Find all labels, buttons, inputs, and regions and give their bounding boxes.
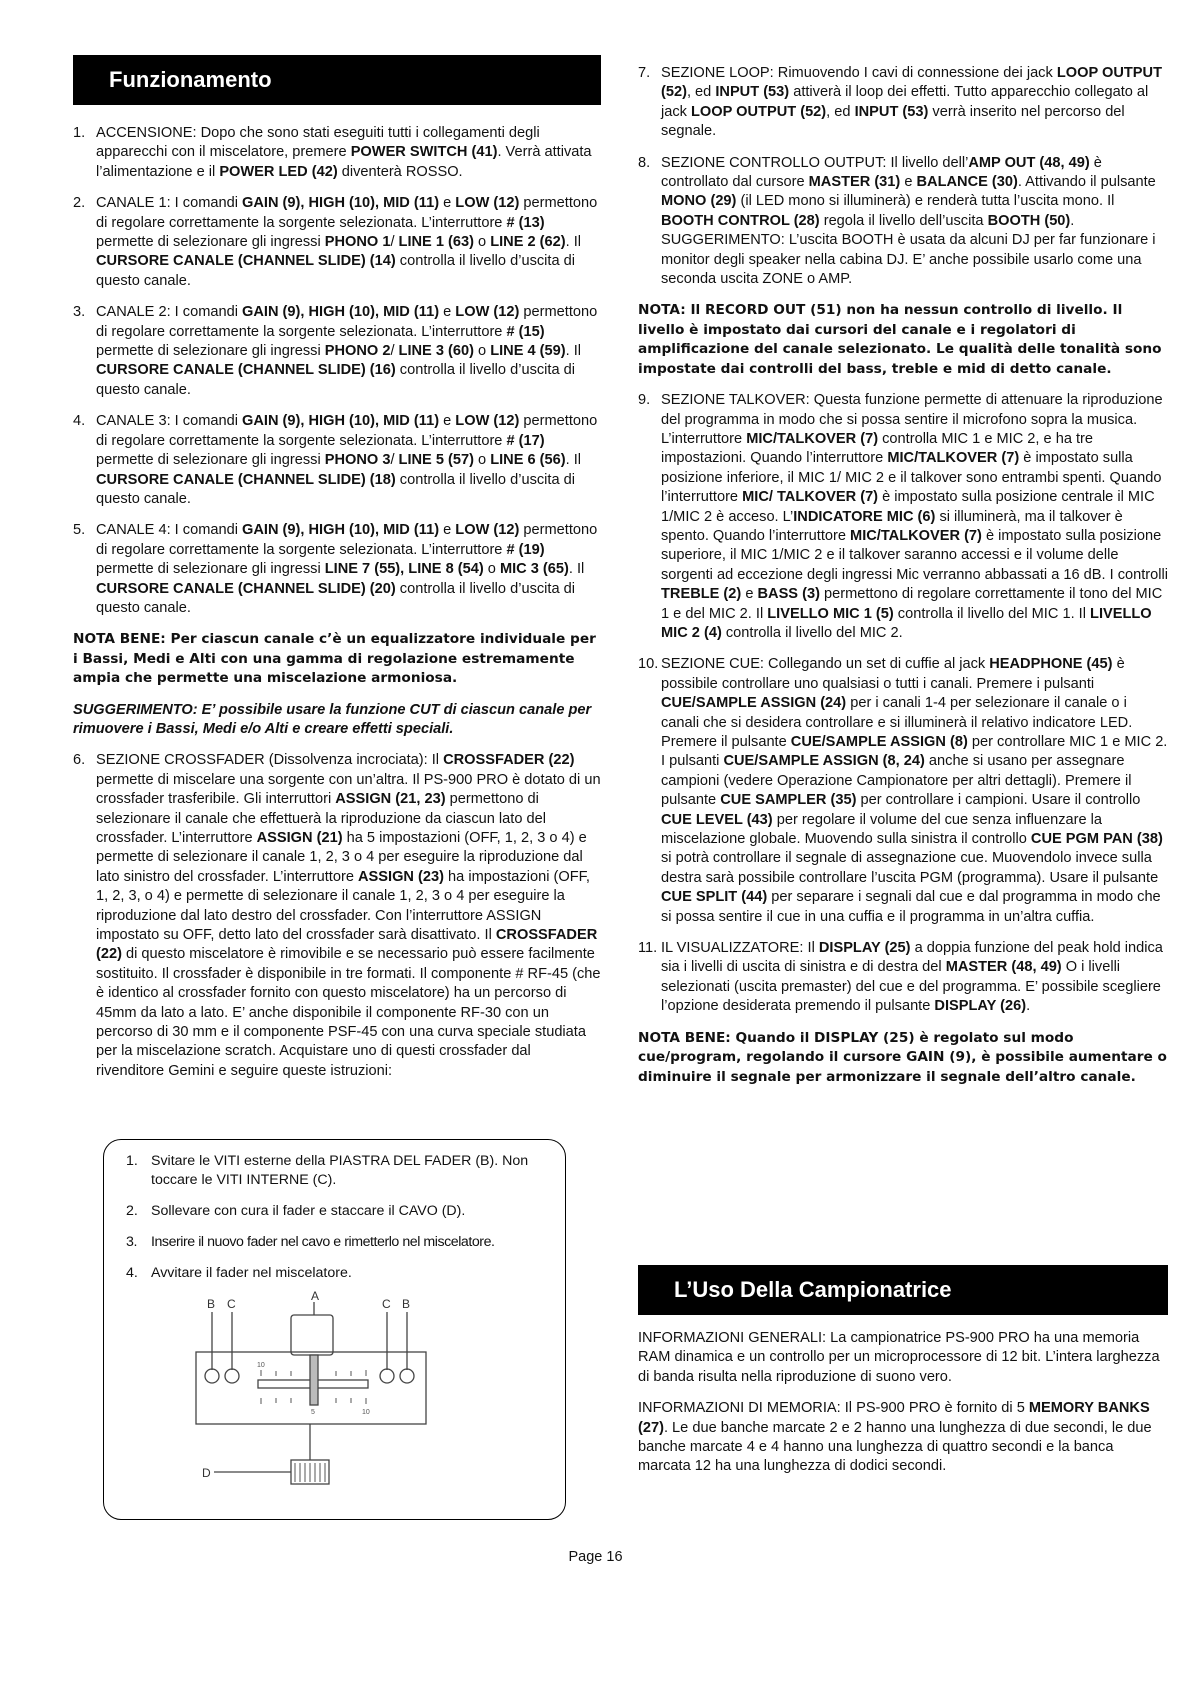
bold-run: # (19) [506,541,545,558]
bold-run: INPUT (53) [854,103,929,120]
bold-run: PHONO 3 [324,452,391,469]
text-run: e [439,195,456,212]
step-number: 2. [126,1203,138,1219]
text-run: regola il livello dell’uscita [819,212,988,229]
text-run: CANALE 1: I comandi [96,195,243,212]
text-run: INFORMAZIONI DI MEMORIA: Il PS-900 PRO è fornito di 5 [638,1400,1029,1417]
item-text [96,752,601,1079]
bold-run: POWER SWITCH (41) [350,144,498,161]
text-run: SEZIONE TALKOVER: Questa funzione permette di attenuare la riproduzione del programma in modo che si possa sentire il microfono sopra la musica. L’interruttore [661,392,1163,447]
nota-record-out: NOTA: Il RECORD OUT (51) non ha nessun controllo di livello. Il livello è impostato dai cursori del canale e i regolatori di amplificazione del canale selezionato. Le qualità delle tonalità sono impostate dai controlli del bass, treble e mid di detto canale. [638,302,1162,377]
bold-run: TREBLE (2) [661,586,742,603]
bold-run: GAIN (9), HIGH (10), MID (11) [242,522,440,539]
bold-run: ASSIGN (23) [358,868,444,885]
bold-run: LINE 5 (57) [398,452,474,469]
sampler-section [638,1265,1168,1489]
fader-step [126,1233,555,1252]
text-run: anche si usano per assegnare campioni (vedere Operazione Campionatore per altri dettagli). Premere il pulsante [661,753,1132,809]
label-a: A [311,1290,320,1303]
text-run: SEZIONE CROSSFADER (Dissolvenza incrociata): Il [96,752,444,769]
bold-run: LOW (12) [455,195,520,212]
info-generali [638,1329,1168,1387]
text-run: diventerà ROSSO. [337,163,463,180]
bold-run: LINE 6 (56) [490,452,566,469]
fader-shaft [310,1355,318,1405]
item-number: 2. [73,195,86,212]
item-text [96,304,597,398]
label-b-right: B [402,1297,411,1311]
item-text [661,65,1162,139]
right-column [638,64,1168,1099]
text-run: permette di selezionare gli ingressi [96,561,325,578]
text-run: attiverà il loop dei effetti. Tutto apparecchio collegato al jack [661,84,1149,120]
text-run: per controllare MIC 1 e MIC 2. I pulsanti [661,734,1168,770]
item-number: 4. [73,413,86,430]
text-run: per regolare il volume del cue senza influenzare la miscelazione globale. Muovendo sulla sinistra il controllo [661,811,1103,848]
item-number: 6. [73,752,86,769]
text-run: . Il [565,452,582,469]
list-item [73,303,601,400]
item-text [661,940,1163,1014]
outer-screw-right [400,1369,414,1383]
text-run: e [741,586,758,603]
text-run: CANALE 2: I comandi [96,304,243,321]
text-run: controlla il livello d’uscita di questo canale. [96,362,575,398]
text-run: . Il [565,343,582,360]
item-number: 5. [73,522,86,539]
item-text [661,155,1156,287]
bold-run: BOOTH (50) [987,212,1071,229]
text-run: si illuminerà, ma il talkover è spento. Quando l’interruttore [661,508,1123,544]
item-number: 10. [638,656,659,673]
list-item [638,64,1168,142]
bold-run: CUE/SAMPLE ASSIGN (24) [661,695,847,712]
fader-step [126,1202,555,1221]
text-run: per i canali 1-4 per selezionare il canale o i canali che si desidera controllare e si illuminerà il relativo indicatore LED. Premere il pulsante [661,695,1133,750]
item-text [96,125,592,180]
label-b-left: B [207,1297,216,1311]
bold-run: AMP OUT (48, 49) [968,154,1090,171]
bold-run: PHONO 2 [324,343,391,360]
text-run: è impostato sulla posizione inferiore, il MIC 1/ MIC 2 e il talkover sono entrambi spenti. Quando l’interruttore [661,450,1162,506]
text-run: e [439,413,456,430]
bold-run: CURSORE CANALE (CHANNEL SLIDE) (16) [96,362,396,379]
text-run: è impostato sulla posizione superiore, il MIC 1/MIC 2 e il talkover saranno accessi e il volume delle sorgenti ad eccezione degli ingressi Mic verranno abbassati a 16 dB. I controlli [661,527,1169,583]
text-run: ACCENSIONE: Dopo che sono stati eseguiti tutti i collegamenti degli apparecchi con il miscelatore, premere [96,125,540,161]
text-run: controlla il livello d’uscita di questo canale. [96,253,575,289]
bold-run: LINE 4 (59) [490,343,566,360]
crossfader-list [73,751,601,1081]
text-run: . Verrà attivata l’alimentazione e il [96,144,592,180]
fader-steps [104,1140,565,1283]
list-item [638,154,1168,290]
nota-bene-equalizer: NOTA BENE: Per ciascun canale c’è un equalizzatore individuale per i Bassi, Medi e Alti con una gamma di regolazione estremamente ampia che permette una miscelazione armoniosa. [73,631,596,687]
bold-run: POWER LED (42) [219,163,338,180]
text-run: . Il [565,234,582,251]
text-run: permettono di regolare correttamente il tono del MIC 1 e del MIC 2. Il [661,586,1163,622]
text-run: ha impostazioni (OFF, 1, 2, 3, o 4) e permette di selezionare il canale 1, 2, 3 o 4 per eseguire la riproduzione dal lato destro del crossfader. Con l’interruttore ASSIGN impostato su OFF, detto lato del crossfader sarà disattivato. Il [96,868,590,944]
bold-run: # (13) [506,214,545,231]
list-item [638,391,1168,643]
bold-run: CROSSFADER (22) [443,752,575,769]
step-text: Sollevare con cura il fader e staccare il CAVO (D). [151,1203,466,1219]
text-run: controlla il livello del MIC 2. [721,624,903,641]
text-run: / [390,343,399,360]
list-item [73,751,601,1081]
sections-list-a [638,64,1168,289]
text-run: . Le due banche marcate 2 e 2 hanno una lunghezza di due secondi, le due banche marcate 4 e 4 hanno una lunghezza di quattro secondi e la banca marcata 12 ha una lunghezza di dodici secondi. [638,1419,1152,1475]
bold-run: ASSIGN (21) [256,830,343,846]
list-item [73,124,601,182]
text-run: controlla il livello d’uscita di questo canale. [96,471,575,507]
bold-run: HEADPHONE (45) [989,656,1113,673]
text-run: . SUGGERIMENTO: L’uscita BOOTH è usata da alcuni DJ per far funzionare i monitor degli speaker nella cabina DJ. E’ anche possibile usarlo come una seconda uscita ZONE o AMP. [661,212,1156,288]
text-run: o [473,343,491,360]
text-run: SEZIONE CONTROLLO OUTPUT: Il livello dell’ [661,154,969,171]
fader-diagram [186,1290,486,1512]
step-number: 3. [126,1234,137,1250]
operation-list [73,124,601,618]
fader-replacement-box [103,1139,566,1520]
bold-run: LINE 7 (55), LINE 8 (54) [324,561,484,578]
bold-run: DISPLAY (25) [818,940,911,957]
bold-run: MASTER (48, 49) [945,959,1062,976]
text-run: si potrà controllare il segnale di assegnazione cue. Muovendolo invece sulla destra sarà possibile controllare l’uscita PGM (programma). Usare il pulsante [661,850,1159,886]
bold-run: CUE LEVEL (43) [661,811,773,828]
item-text [96,195,597,289]
bold-run: LOW (12) [455,522,520,539]
bold-run: MIC/TALKOVER (7) [887,450,1020,467]
bold-run: BALANCE (30) [916,174,1018,191]
text-run: . [1026,998,1031,1015]
list-item [73,521,601,618]
text-run: controlla il livello d’uscita di questo canale. [96,580,575,616]
nota-bene-display: NOTA BENE: Quando il DISPLAY (25) è regolato sul modo cue/program, regolando il cursore GAIN (9), è possibile aumentare o diminuire il segnale per armonizzare il segnale dell’altro canale. [638,1029,1167,1085]
item-number: 7. [638,65,651,81]
text-run: permettono di regolare correttamente la sorgente selezionata. L’interruttore [96,304,598,340]
text-run: permettono di regolare correttamente la sorgente selezionata. L’interruttore [96,413,598,449]
bold-run: INDICATORE MIC (6) [793,508,936,525]
text-run: o [473,234,491,251]
text-run: , ed [686,84,716,101]
text-run: o [473,452,491,469]
item-number: 1. [73,125,86,141]
bold-run: CUE PGM PAN (38) [1030,831,1163,848]
bold-run: CUE/SAMPLE ASSIGN (8) [790,734,968,750]
bold-run: CROSSFADER (22) [96,927,598,963]
fader-knob [291,1315,333,1355]
bold-run: CUE/SAMPLE ASSIGN (8, 24) [723,753,925,770]
bold-run: MEMORY BANKS (27) [638,1400,1150,1436]
text-run: (il LED mono si illuminerà) e renderà tutta l’uscita mono. Il [736,193,1115,210]
text-run: di questo miscelatore è rimovibile e se necessario può essere facilmente sostituito. Il crossfader è disponibile in tre formati. Il componente # RF-45 (che è identico al crossfader fornito con questo miscelatore) ha un percorso di 45mm da lato a lato. E’ anche disponibile il componente RF-30 con un percorso di 30 mm e il componente PSF-45 con una curva speciale studiata per la miscelazione scratch. Acquistare uno di questi crossfader dal rivenditore Gemini e seguire queste istruzioni: [96,946,601,1079]
text-run: per controllare i campioni. Usare il controllo [856,792,1141,809]
text-run: / [390,234,399,251]
item-text [96,522,597,616]
text-run: è controllato dal cursore [661,154,1102,191]
bold-run: LOW (12) [455,413,520,430]
label-c-left: C [227,1297,236,1311]
step-number: 4. [126,1265,138,1281]
list-item [73,412,601,509]
sections-list-b [638,391,1168,1017]
bold-run: MIC/ TALKOVER (7) [742,489,879,506]
bold-run: LINE 3 (60) [398,343,474,360]
list-item [638,939,1168,1017]
bold-run: CUE SPLIT (44) [661,889,768,906]
bold-run: LINE 2 (62) [490,234,566,251]
bold-run: LOOP OUTPUT (52) [661,65,1162,101]
bold-run: LOW (12) [455,304,520,321]
page-number: Page 16 [568,1549,623,1565]
bold-run: GAIN (9), HIGH (10), MID (11) [242,413,440,430]
text-run: è impostato sulla posizione centrale il MIC 1/MIC 2 è acceso. L’ [661,489,1155,525]
text-run: CANALE 4: I comandi [96,522,243,539]
bold-run: MIC/TALKOVER (7) [850,527,982,544]
text-run: permettono di regolare correttamente la sorgente selezionata. L’interruttore [96,522,598,558]
bold-run: CURSORE CANALE (CHANNEL SLIDE) (18) [96,471,396,488]
text-run: . Il [568,561,585,578]
bold-run: LOOP OUTPUT (52) [691,103,827,120]
bold-run: LINE 1 (63) [398,234,474,251]
text-run: / [390,452,399,469]
bold-run: CURSORE CANALE (CHANNEL SLIDE) (14) [96,253,396,270]
step-number: 1. [126,1153,138,1169]
section-heading-funzionamento: Funzionamento [73,55,601,105]
text-run: CANALE 3: I comandi [96,413,243,430]
text-run: permettono di selezionare il canale che effettuerà la riproduzione da ciascun lato del crossfader. L’interruttore [96,791,546,846]
left-column [73,55,601,1093]
item-number: 11. [638,940,658,957]
item-text [661,656,1167,924]
text-run: ha 5 impostazioni (OFF, 1, 2, 3 o 4) e permette di selezionare il canale 1, 2, 3 o 4 per eseguire la riproduzione dal lato sinistro del crossfader. L’interruttore [96,830,587,885]
item-number: 3. [73,304,86,321]
bold-run: DISPLAY (26) [934,998,1027,1015]
bold-run: BOOTH CONTROL (28) [661,212,820,229]
bold-run: MIC/TALKOVER (7) [746,430,879,447]
bold-run: GAIN (9), HIGH (10), MID (11) [242,304,440,321]
text-run: controlla MIC 1 e MIC 2, e ha tre impostazioni. Quando l’interruttore [661,430,1094,467]
text-run: permette di selezionare gli ingressi [96,343,325,360]
bold-run: PHONO 1 [324,234,391,251]
text-run: SEZIONE LOOP: Rimuovendo I cavi di connessione dei jack [661,65,1057,81]
text-run: , ed [826,103,855,120]
text-run: SEZIONE CUE: Collegando un set di cuffie al jack [661,656,990,673]
bold-run: ASSIGN (21, 23) [335,791,446,808]
fader-step [126,1264,555,1283]
item-text [96,413,597,507]
bold-run: CURSORE CANALE (CHANNEL SLIDE) (20) [96,580,396,597]
inner-screw-right [380,1369,394,1383]
fader-step [126,1152,555,1190]
text-run: permette di selezionare gli ingressi [96,452,325,469]
scale-label: 5 [311,1409,315,1416]
bold-run: LIVELLO MIC 2 (4) [661,605,1152,641]
list-item [73,194,601,291]
text-run: . Attivando il pulsante [1017,174,1156,191]
bold-run: MASTER (31) [808,174,901,191]
bold-run: MIC 3 (65) [499,561,569,578]
text-run: permettono di regolare correttamente la sorgente selezionata. L’interruttore [96,195,598,231]
bold-run: BASS (3) [757,586,820,603]
text-run: permette di selezionare gli ingressi [96,234,325,251]
label-c-right: C [382,1297,391,1311]
inner-screw-left [225,1369,239,1383]
scale-label: 10 [257,1362,265,1369]
text-run: e [439,304,456,321]
text-run: verrà inserito nel percorso del segnale. [661,103,1125,140]
text-run: per separare i segnali dal cue e dal programma in modo che si possa sentire il cue in una cuffia e il programma in un’altra cuffia. [661,889,1161,925]
item-number: 8. [638,154,651,171]
text-run: O i livelli selezionati (uscita premaster) del cue e del programma. E’ possibile scegliere l’opzione desiderata premendo il pulsante [661,959,1161,1015]
step-text: Inserire il nuovo fader nel cavo e rimetterlo nel miscelatore. [151,1234,495,1250]
item-number: 9. [638,392,651,409]
text-run: controlla il livello del MIC 1. Il [893,605,1091,622]
text-run: o [483,561,500,578]
section-heading-campionatrice: L’Uso Della Campionatrice [638,1265,1168,1315]
step-text: Svitare le VITI esterne della PIASTRA DEL FADER (B). Non toccare le VITI INTERNE (C). [151,1153,529,1188]
list-item [638,655,1168,927]
bold-run: MONO (29) [661,193,737,210]
text-run: permette di miscelare una sorgente con un’altra. Il PS-900 PRO è dotato di un crossfader trasferibile. Gli interruttori [96,771,601,808]
suggerimento-cut: SUGGERIMENTO: E’ possibile usare la funzione CUT di ciascun canale per rimuovere i Bassi, Medi e/o Alti e creare effetti speciali. [73,701,592,737]
bold-run: GAIN (9), HIGH (10), MID (11) [242,195,440,212]
item-text [661,392,1168,641]
step-text: Avvitare il fader nel miscelatore. [151,1265,352,1281]
bold-run: # (15) [506,323,545,340]
outer-screw-left [205,1369,219,1383]
bold-run: INPUT (53) [715,84,790,101]
text-run: IL VISUALIZZATORE: Il [661,940,819,957]
text-run: e [900,174,917,191]
bold-run: CUE SAMPLER (35) [720,792,857,809]
text-run: a doppia funzione del peak hold indica sia i livelli di uscita di sinistra e di destra del [661,940,1163,976]
bold-run: LIVELLO MIC 1 (5) [767,605,894,622]
scale-label: 10 [362,1409,370,1416]
bold-run: # (17) [506,432,545,449]
text-run: è possibile controllare uno qualsiasi o tutti i canali. Premere i pulsanti [661,656,1125,692]
label-d: D [202,1466,211,1480]
info-memoria [638,1399,1168,1477]
text-run: e [439,522,456,539]
text-run: INFORMAZIONI GENERALI: La campionatrice PS-900 PRO ha una memoria RAM dinamica e un controllo per un microprocessore di 12 bit. L’intera larghezza di banda risulta nella riproduzione di suono vero. [638,1330,1160,1385]
